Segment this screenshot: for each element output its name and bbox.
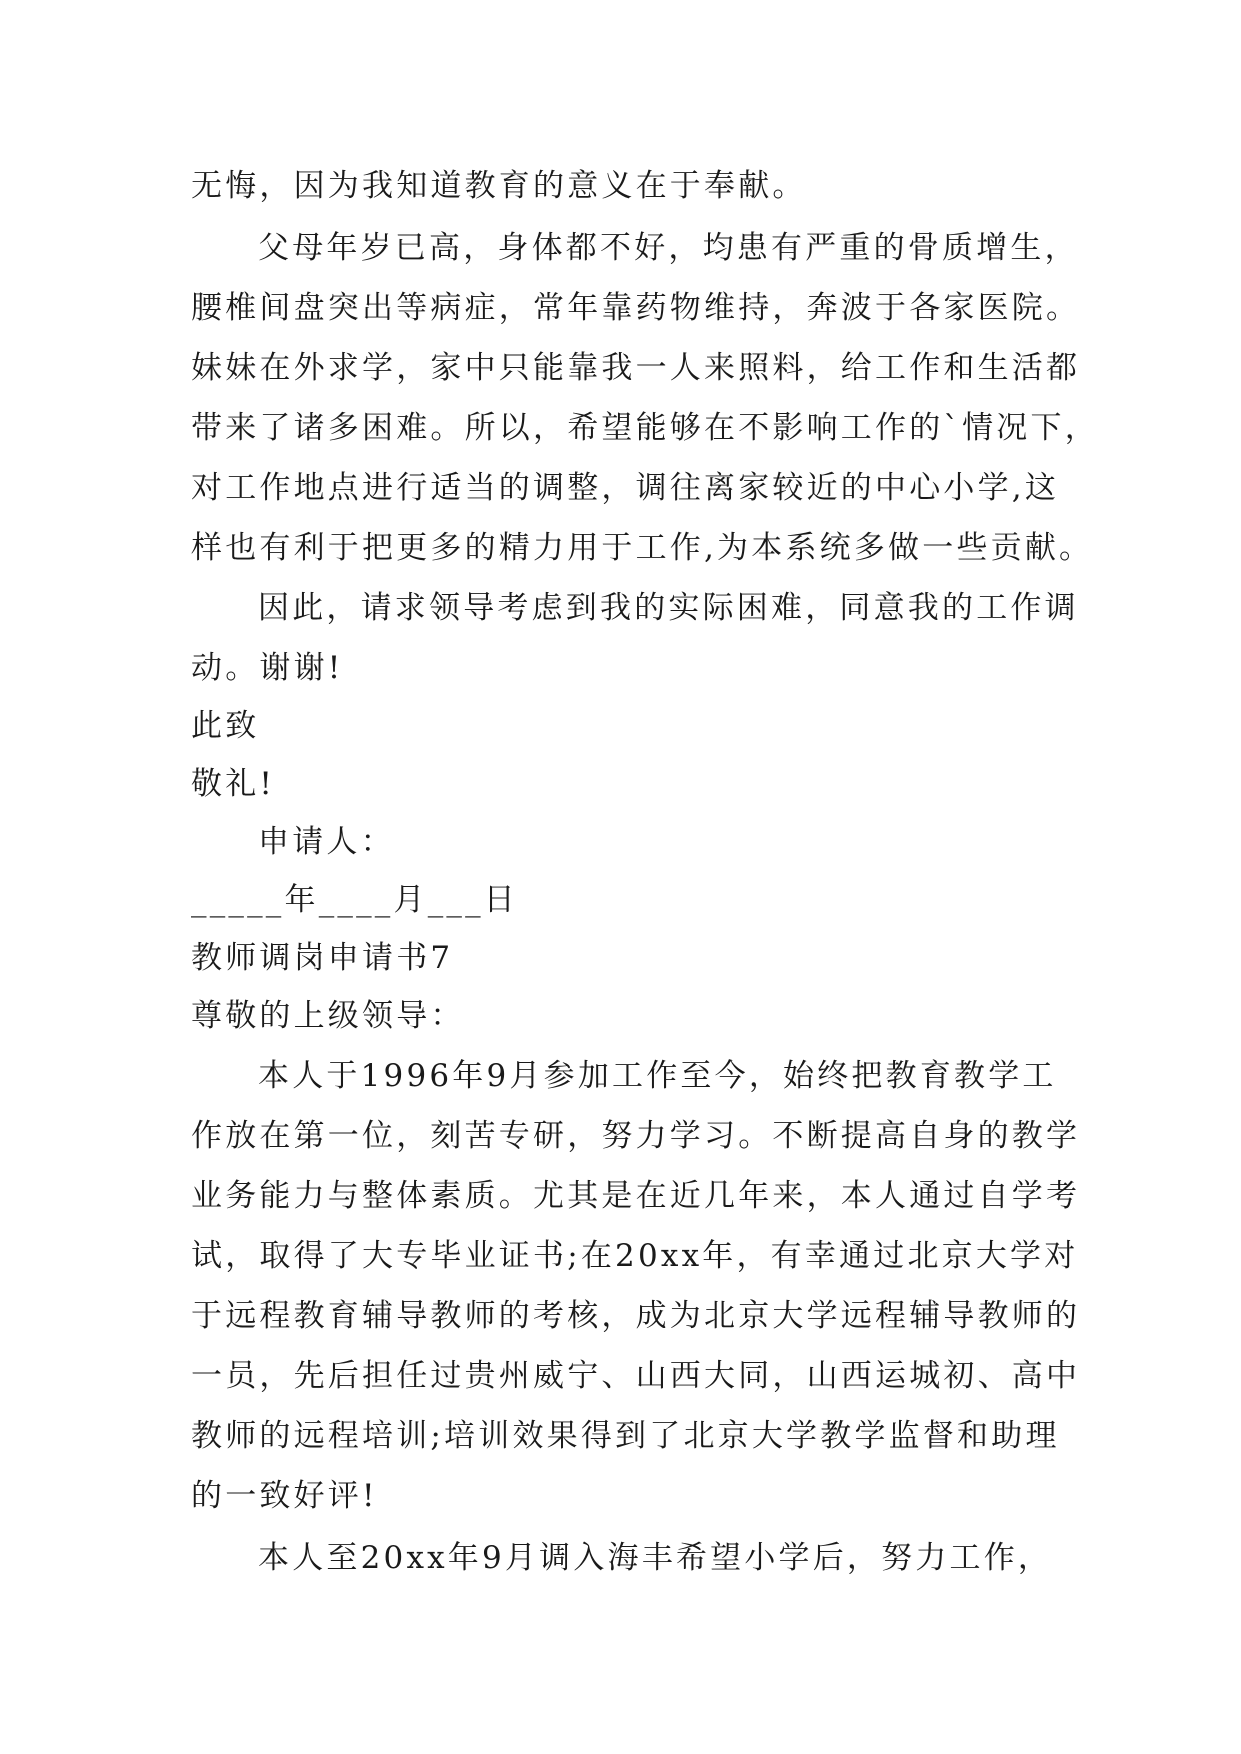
- text-line: 父母年岁已高，身体都不好，均患有严重的骨质增生，: [258, 230, 1079, 266]
- text-line: 带来了诸多困难。所以，希望能够在不影响工作的`情况下，: [191, 410, 1099, 446]
- text-line: 试，取得了大专毕业证书;在20xx年，有幸通过北京大学对: [191, 1238, 1079, 1274]
- text-line: 于远程教育辅导教师的考核，成为北京大学远程辅导教师的: [191, 1298, 1081, 1334]
- text-line: 腰椎间盘突出等病症，常年靠药物维持，奔波于各家医院。: [191, 290, 1081, 326]
- text-line: 样也有利于把更多的精力用于工作,为本系统多做一些贡献。: [191, 530, 1094, 566]
- text-line: 教师的远程培训;培训效果得到了北京大学教学监督和助理: [191, 1418, 1060, 1454]
- text-line: 的一致好评!: [191, 1478, 378, 1514]
- text-line: 本人至20xx年9月调入海丰希望小学后，努力工作，: [258, 1540, 1053, 1576]
- text-line: 业务能力与整体素质。尤其是在近几年来，本人通过自学考: [191, 1178, 1081, 1214]
- text-line: 作放在第一位，刻苦专研，努力学习。不断提高自身的教学: [191, 1118, 1081, 1154]
- text-line: 对工作地点进行适当的调整，调往离家较近的中心小学,这: [191, 470, 1060, 506]
- closing-regards: 敬礼!: [191, 766, 276, 802]
- text-line: 本人于1996年9月参加工作至今，始终把教育教学工: [258, 1058, 1057, 1094]
- text-line: 动。谢谢!: [191, 650, 344, 686]
- date-line: _____年____月___日: [191, 882, 518, 918]
- closing-salutation: 此致: [191, 708, 260, 744]
- text-line: 因此，请求领导考虑到我的实际困难，同意我的工作调: [258, 590, 1079, 626]
- applicant-label: 申请人：: [258, 824, 395, 860]
- letter-greeting: 尊敬的上级领导：: [191, 998, 465, 1034]
- text-line: 一员，先后担任过贵州威宁、山西大同，山西运城初、高中: [191, 1358, 1081, 1394]
- text-line: 无悔，因为我知道教育的意义在于奉献。: [191, 168, 807, 204]
- text-line: 妹妹在外求学，家中只能靠我一人来照料，给工作和生活都: [191, 350, 1081, 386]
- section-title: 教师调岗申请书7: [191, 940, 454, 976]
